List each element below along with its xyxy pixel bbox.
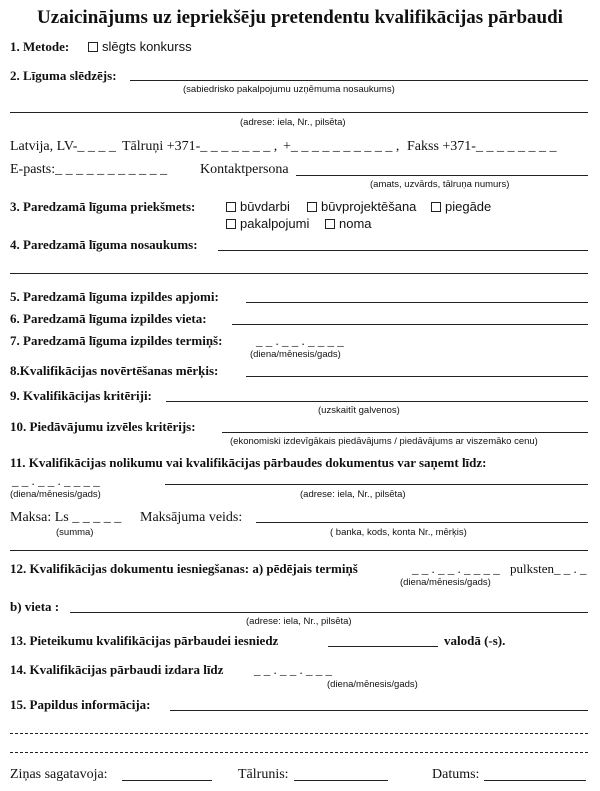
- papildus-line-2[interactable]: [10, 733, 588, 734]
- maksajuma-line[interactable]: [256, 522, 588, 523]
- izveles-kriterijs-label: 10. Piedāvājumu izvēles kritērijs:: [10, 419, 196, 434]
- phone2-field[interactable]: +_ _ _ _ _ _ _ _ _ _ ,: [283, 139, 400, 154]
- apjomi-label: 5. Paredzamā līguma izpildes apjomi:: [10, 289, 219, 304]
- contact-label: Kontaktpersona: [200, 162, 289, 177]
- hint-date-14: (diena/mēnesis/gads): [327, 679, 418, 690]
- address-line[interactable]: [10, 112, 588, 113]
- papildus-line[interactable]: [170, 710, 588, 711]
- termins-label: 7. Paredzamā līguma izpildes termiņš:: [10, 333, 223, 348]
- hint-summa: (summa): [56, 527, 94, 538]
- vieta-b-line[interactable]: [70, 612, 588, 613]
- talrunis-label: Tālrunis:: [238, 767, 289, 782]
- option-buvdarbi[interactable]: būvdarbi: [226, 200, 290, 213]
- datums-line[interactable]: [484, 780, 586, 781]
- kriteriji-line[interactable]: [166, 401, 588, 402]
- metode-label: 1. Metode:: [10, 39, 70, 54]
- hint-address-11: (adrese: iela, Nr., pilsēta): [300, 489, 406, 500]
- country-field[interactable]: Latvija, LV-_ _ _ _: [10, 139, 116, 154]
- valoda-line[interactable]: [328, 646, 438, 647]
- hint-name: (sabiedrisko pakalpojumu uzņēmuma nosaukums): [183, 84, 395, 95]
- phone-field[interactable]: Tālruņi +371-_ _ _ _ _ _ _ ,: [122, 139, 278, 154]
- papildus-line-3[interactable]: [10, 752, 588, 753]
- kriteriji-label: 9. Kvalifikācijas kritēriji:: [10, 388, 152, 403]
- hint-address: (adrese: iela, Nr., pilsēta): [240, 117, 346, 128]
- nosaukums-label: 4. Paredzamā līguma nosaukums:: [10, 237, 198, 252]
- option-buvprojektesana[interactable]: būvprojektēšana: [307, 200, 416, 213]
- merkis-line[interactable]: [246, 376, 588, 377]
- nosaukums-line[interactable]: [218, 250, 588, 251]
- nolikums-label: 11. Kvalifikācijas nolikumu vai kvalifikācijas pārbaudes dokumentus var saņemt līdz:: [10, 455, 487, 470]
- maksajuma-veids-label: Maksājuma veids:: [140, 510, 243, 525]
- hint-date-11: (diena/mēnesis/gads): [10, 489, 101, 500]
- iesniegsana-date[interactable]: _ _ . _ _ . _ _ _ _: [412, 561, 500, 576]
- merkis-label: 8.Kvalifikācijas novērtēšanas mērķis:: [10, 363, 219, 378]
- nolikums-date[interactable]: _ _ . _ _ . _ _ _ _: [12, 473, 100, 488]
- zinas-sagatavoja-line[interactable]: [122, 780, 212, 781]
- apjomi-line[interactable]: [246, 302, 588, 303]
- hint-contact: (amats, uzvārds, tālruņa numurs): [370, 179, 510, 190]
- checkbox-icon[interactable]: [325, 219, 335, 229]
- izdara-label: 14. Kvalifikācijas pārbaudi izdara līdz: [10, 662, 224, 677]
- fax-field[interactable]: Fakss +371-_ _ _ _ _ _ _ _: [407, 139, 557, 154]
- vieta-label: 6. Paredzamā līguma izpildes vieta:: [10, 311, 207, 326]
- ligums-sledzejs-label: 2. Līguma slēdzējs:: [10, 68, 117, 83]
- page-title: Uzaicinājums uz iepriekšēju pretendentu kvalifikācijas pārbaudi: [37, 7, 563, 28]
- separator-line: [10, 550, 588, 551]
- metode-option[interactable]: slēgts konkurss: [88, 40, 192, 53]
- vieta-b-label: b) vieta :: [10, 599, 60, 614]
- checkbox-icon[interactable]: [431, 202, 441, 212]
- valoda-label: 13. Pieteikumu kvalifikācijas pārbaudei iesniedz: [10, 633, 279, 648]
- hint-date-12: (diena/mēnesis/gads): [400, 577, 491, 588]
- hint-izveles: (ekonomiski izdevīgākais piedāvājums / piedāvājums ar viszemāko cenu): [230, 436, 538, 447]
- valoda-suffix: valodā (-s).: [444, 633, 506, 648]
- prieksmets-label: 3. Paredzamā līguma priekšmets:: [10, 199, 196, 214]
- izveles-line[interactable]: [222, 432, 588, 433]
- talrunis-line[interactable]: [294, 780, 388, 781]
- option-piegade[interactable]: piegāde: [431, 200, 491, 213]
- email-field[interactable]: E-pasts:_ _ _ _ _ _ _ _ _ _ _: [10, 162, 168, 177]
- nosaukums-line-2[interactable]: [10, 273, 588, 274]
- hint-kriteriji: (uzskaitīt galvenos): [318, 405, 400, 416]
- iesniegsana-time[interactable]: pulksten_ _ . _: [510, 561, 587, 576]
- papildus-label: 15. Papildus informācija:: [10, 697, 151, 712]
- hint-date-7: (diena/mēnesis/gads): [250, 349, 341, 360]
- contact-line[interactable]: [296, 175, 588, 176]
- maksa-field[interactable]: Maksa: Ls _ _ _ _ _: [10, 510, 122, 525]
- izdara-date[interactable]: _ _ . _ _ . _ _ _: [254, 662, 332, 677]
- hint-address-12: (adrese: iela, Nr., pilsēta): [246, 616, 352, 627]
- checkbox-icon[interactable]: [226, 219, 236, 229]
- option-pakalpojumi[interactable]: pakalpojumi: [226, 217, 309, 230]
- option-noma[interactable]: noma: [325, 217, 372, 230]
- nolikums-address-line[interactable]: [165, 484, 588, 485]
- checkbox-icon[interactable]: [307, 202, 317, 212]
- sledzejs-line[interactable]: [130, 80, 588, 81]
- zinas-sagatavoja-label: Ziņas sagatavoja:: [10, 767, 108, 782]
- vieta-line[interactable]: [232, 324, 588, 325]
- termins-date[interactable]: _ _ . _ _ . _ _ _ _: [256, 333, 344, 348]
- checkbox-icon[interactable]: [88, 42, 98, 52]
- datums-label: Datums:: [432, 767, 480, 782]
- hint-bank: ( banka, kods, konta Nr., mērķis): [330, 527, 467, 538]
- iesniegsana-label: 12. Kvalifikācijas dokumentu iesniegšanas: a) pēdējais termiņš: [10, 561, 358, 576]
- checkbox-icon[interactable]: [226, 202, 236, 212]
